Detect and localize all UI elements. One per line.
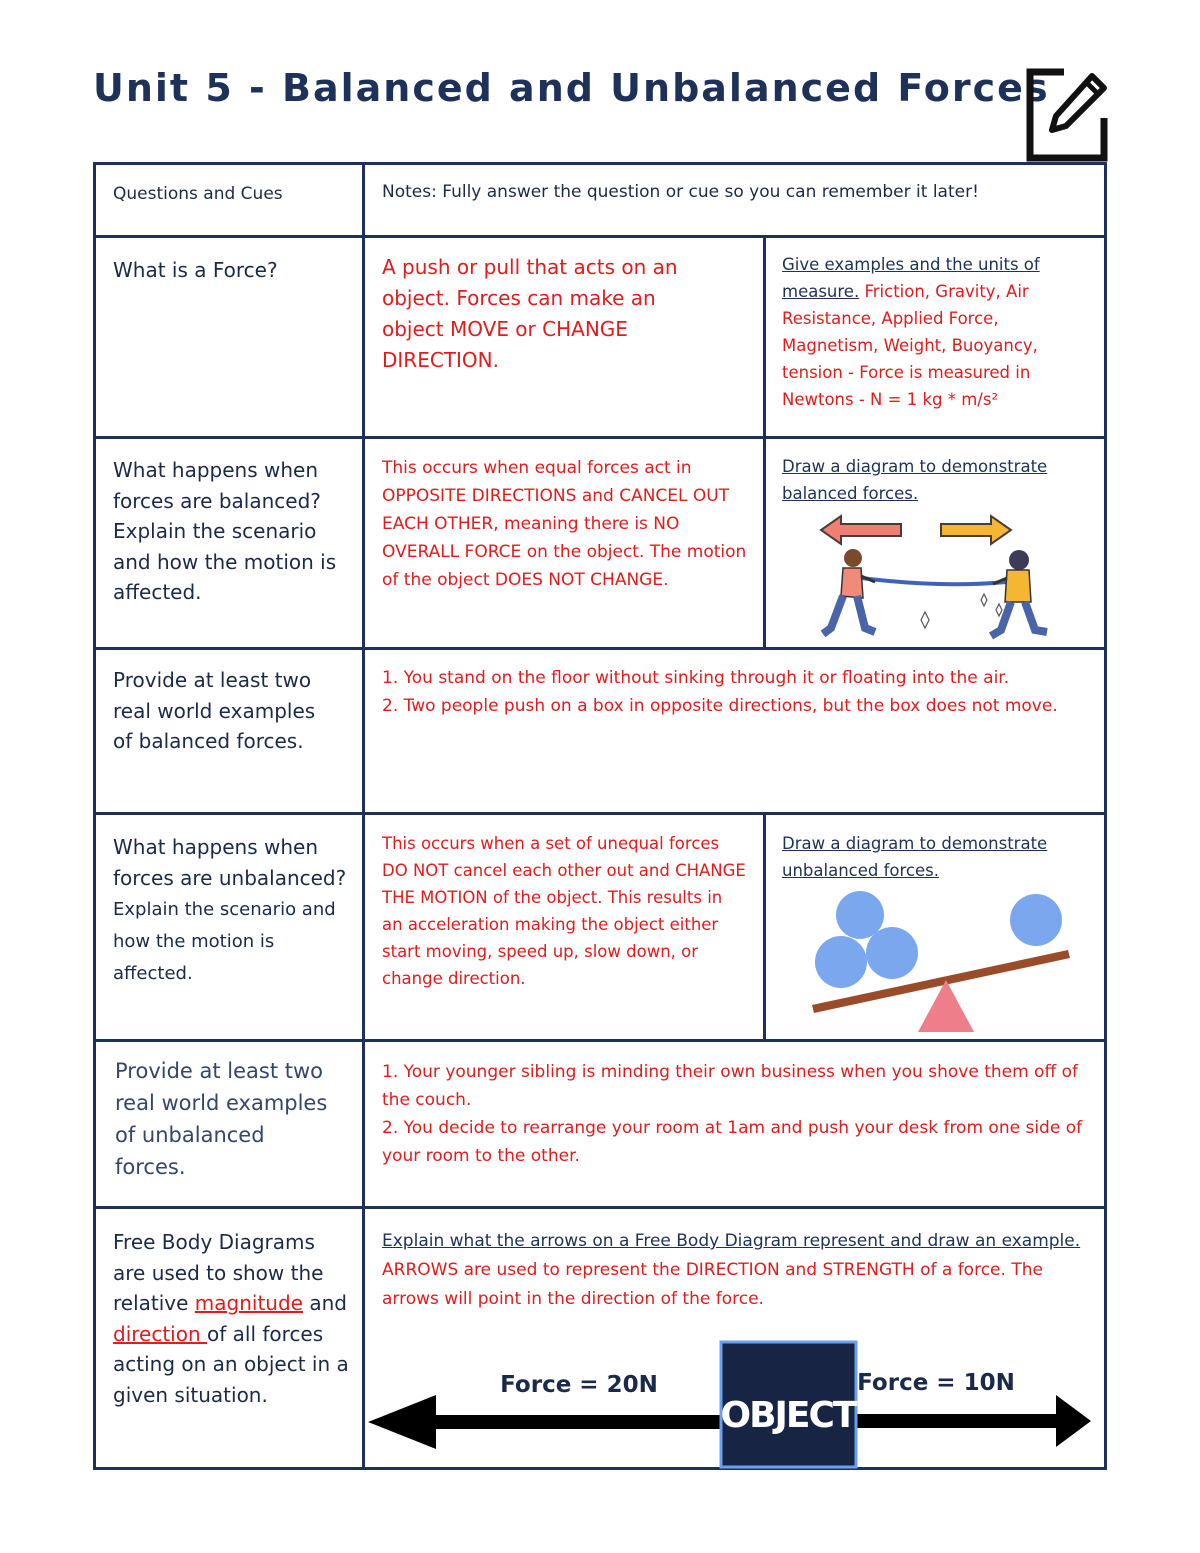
balanced-answer [382, 454, 747, 594]
ball [1010, 894, 1062, 946]
unbalanced-question [96, 832, 358, 989]
right-force-arrow [856, 1395, 1091, 1447]
balanced-question [96, 455, 358, 608]
unbalanced-answer-text: This occurs when a set of unequal forces DO NOT cancel each other out and CHANGE THE MOTION of the object. This results in an acceleration making the object either start moving, speed up, slow down, or change direction. [382, 834, 746, 988]
ball [815, 936, 867, 988]
page-title: Unit 5 - Balanced and Unbalanced Forces [93, 66, 1050, 110]
balanced-question-b: Explain the scenario and how the motion is affected. [113, 519, 337, 604]
unbalanced-diagram-cell [782, 830, 1097, 884]
fbd-question-part1: Free Body Diagrams are used to show the relative [113, 1230, 324, 1315]
balanced-example-2: 2. Two people push on a box in opposite directions, but the box does not move. [382, 696, 1058, 716]
seesaw-illustration [806, 890, 1076, 1035]
force-answer-text: A push or pull that acts on an object. Forces can make an object MOVE or CHANGE DIRECTION. [382, 255, 678, 372]
questions-header-text: Questions and Cues [113, 184, 283, 204]
balanced-examples-question-text: Provide at least two real world examples of balanced forces. [113, 668, 316, 753]
tug-of-war-illustration [791, 510, 1091, 647]
force-examples-text: Friction, Gravity, Air Resistance, Applied Force, Magnetism, Weight, Buoyancy, tension - Force is measured in Newtons - N = 1 kg * m/s² [782, 282, 1038, 409]
fbd-answer [382, 1227, 1092, 1314]
force-question [96, 255, 358, 286]
fbd-direction: direction [113, 1321, 208, 1346]
balanced-examples-question [96, 665, 336, 757]
notes-table [93, 162, 1107, 1470]
notes-header-text: Notes: Fully answer the question or cue so you can remember it later! [382, 182, 979, 202]
unbalanced-examples-question [98, 1055, 338, 1183]
fbd-magnitude: magnitude [194, 1291, 303, 1315]
balanced-question-a: What happens when forces are balanced? [113, 458, 321, 513]
right-arrow-icon [941, 516, 1011, 544]
balanced-diagram-prompt: Draw a diagram to demonstrate balanced forces. [782, 457, 1048, 503]
fbd-question-part3: of all forces acting on an object in a given situation. [113, 1321, 349, 1407]
unbalanced-diagram-prompt: Draw a diagram to demonstrate unbalanced forces. [782, 834, 1048, 880]
ball [836, 891, 884, 939]
force-answer [382, 252, 712, 376]
balanced-examples-answer [382, 664, 1092, 720]
unbalanced-example-1: 1. Your younger sibling is minding their own business when you shove them off of the couch. [382, 1062, 1078, 1110]
unbalanced-example-2: 2. You decide to rearrange your room at 1am and push your desk from one side of your room to the other. [382, 1118, 1083, 1166]
right-force-label: Force = 10N [857, 1370, 1015, 1396]
note-edit-icon [1024, 66, 1110, 162]
balanced-answer-text: This occurs when equal forces act in OPPOSITE DIRECTIONS and CANCEL OUT EACH OTHER, meaning there is NO OVERALL FORCE on the object. The motion of the object DOES NOT CHANGE. [382, 458, 747, 590]
fbd-question [96, 1227, 351, 1410]
left-force-arrow [368, 1395, 721, 1449]
force-examples [782, 251, 1087, 413]
questions-header [113, 184, 353, 204]
left-arrow-icon [821, 516, 901, 544]
fbd-question-part2: and [302, 1291, 347, 1315]
fbd-prompt: Explain what the arrows on a Free Body Diagram represent and draw an example. [382, 1231, 1081, 1251]
object-label: OBJECT [720, 1395, 856, 1436]
unbalanced-question-b: Explain the scenario and how the motion is affected. [113, 899, 336, 984]
unbalanced-examples-question-text: Provide at least two real world examples of unbalanced forces. [115, 1059, 328, 1179]
unbalanced-examples-answer [382, 1058, 1092, 1170]
balanced-diagram-cell [782, 453, 1097, 507]
force-examples-prompt: Give examples and the units of measure. [782, 255, 1040, 301]
left-force-label: Force = 20N [500, 1372, 658, 1398]
fbd-answer-text: ARROWS are used to represent the DIRECTION and STRENGTH of a force. The arrows will point in the direction of the force. [382, 1260, 1043, 1309]
ball [866, 927, 918, 979]
balanced-example-1: 1. You stand on the floor without sinking through it or floating into the air. [382, 668, 1010, 688]
notes-header [382, 182, 1092, 202]
free-body-diagram [366, 1337, 1101, 1470]
force-question-text: What is a Force? [113, 258, 278, 282]
unbalanced-question-a: What happens when forces are unbalanced? [113, 835, 347, 890]
unbalanced-answer [382, 830, 747, 992]
